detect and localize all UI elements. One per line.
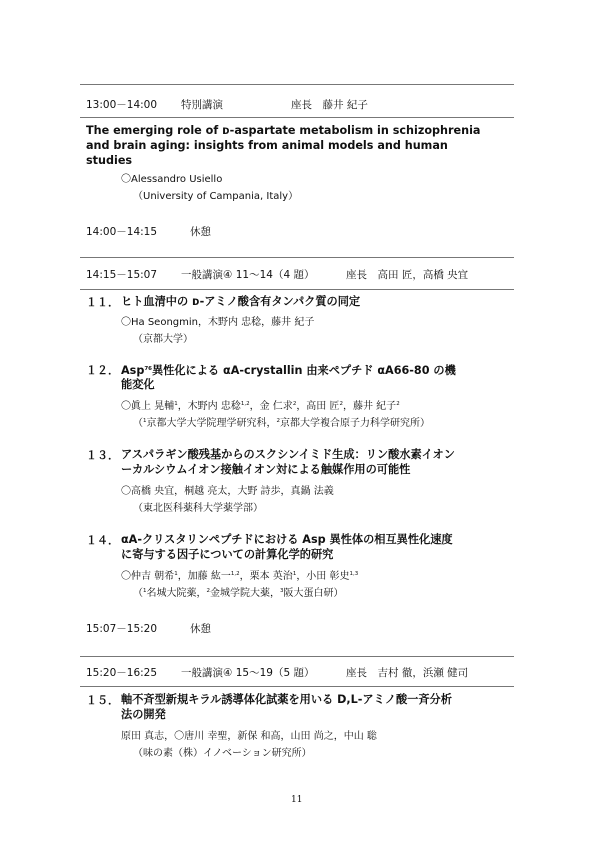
authors: 〇眞上 晃輔$^1$，木野内 忠稔$^{1,2}$，金 仁求$^2$，高田 匠$^2$，藤井 紀子$^2$ (121, 401, 400, 412)
presentation-title: 軸不斉型新規キラル誘導体化試薬を用いる D,L-アミノ酸一斉分析 (121, 693, 452, 706)
authors: 〇高橋 央宜，桐越 亮太，大野 詩歩，真鍋 法義 (121, 486, 334, 497)
presentation-title: に寄与する因子についての計算化学的研究 (121, 548, 334, 561)
speaker: 〇Alessandro Usiello (121, 174, 223, 185)
session-chair: 座長 吉村 徹，浜瀬 健司 (346, 667, 469, 679)
session-type: 一般講演④ 11～14（4 題） (181, 269, 315, 281)
presentation-number: １４． (86, 534, 119, 547)
lecture-title: The emerging role of ᴅ-aspartate metabolism in schizophrenia (86, 124, 481, 137)
affiliation: （京都大学） (133, 334, 193, 345)
affiliation: （$^1$名城大院薬，$^2$金城学院大薬，$^3$阪大蛋白研） (133, 588, 344, 599)
affiliation: （$^1$京都大学大学院理学研究科，$^2$京都大学複合原子力科学研究所） (133, 418, 430, 429)
divider (80, 117, 514, 118)
session-type: 一般講演④ 15～19（5 題） (181, 667, 315, 679)
authors: 〇Ha Seongmin，木野内 忠稔，藤井 紀子 (121, 317, 315, 328)
session-time: 14:15－15:07 (86, 269, 158, 281)
presentation-title: 能変化 (121, 378, 155, 391)
divider (80, 289, 514, 290)
presentation-title: αA-クリスタリンペプチドにおける Asp 異性体の相互異性化速度 (121, 533, 453, 546)
divider (80, 84, 514, 85)
break-label: 休憩 (190, 226, 211, 238)
break-time: 15:07－15:20 (86, 623, 158, 635)
page-number: 11 (291, 795, 303, 805)
speaker-affiliation: （University of Campania, Italy） (133, 191, 299, 202)
lecture-title: and brain aging: insights from animal models and human (86, 139, 448, 152)
presentation-number: １３． (86, 449, 119, 462)
divider (80, 656, 514, 657)
presentation-title: Asp$^{76}$異性化による αA-crystallin 由来ペプチド αA66-80 の機 (121, 364, 456, 377)
presentation-number: １１． (86, 296, 119, 309)
lecture-title: studies (86, 154, 133, 167)
authors: 原田 真志，〇唐川 幸聖，新保 和高，山田 尚之，中山 聡 (121, 731, 377, 742)
session-type: 特別講演 (181, 99, 223, 111)
presentation-number: １２． (86, 364, 119, 377)
break-label: 休憩 (190, 623, 211, 635)
affiliation: （東北医科薬科大学薬学部） (133, 503, 263, 514)
authors: 〇仲吉 朝希$^1$，加藤 紘一$^{1,2}$，栗本 英治$^1$，小田 彰史$^{1,3}$ (121, 571, 359, 582)
presentation-title: アスパラギン酸残基からのスクシンイミド生成：リン酸水素イオン (121, 448, 455, 461)
presentation-title: ヒト血清中の ᴅ-アミノ酸含有タンパク質の同定 (121, 295, 361, 308)
session-time: 13:00－14:00 (86, 99, 158, 111)
break-time: 14:00－14:15 (86, 226, 158, 238)
divider (80, 257, 514, 258)
session-time: 15:20－16:25 (86, 667, 158, 679)
session-chair: 座長 藤井 紀子 (291, 99, 368, 111)
divider (80, 686, 514, 687)
session-chair: 座長 高田 匠，高橋 央宜 (346, 269, 469, 281)
presentation-title: 法の開発 (121, 708, 166, 721)
affiliation: （味の素（株）イノベーション研究所） (133, 748, 312, 759)
presentation-number: １５． (86, 694, 119, 707)
presentation-title: ーカルシウムイオン接触イオン対による触媒作用の可能性 (121, 463, 411, 476)
